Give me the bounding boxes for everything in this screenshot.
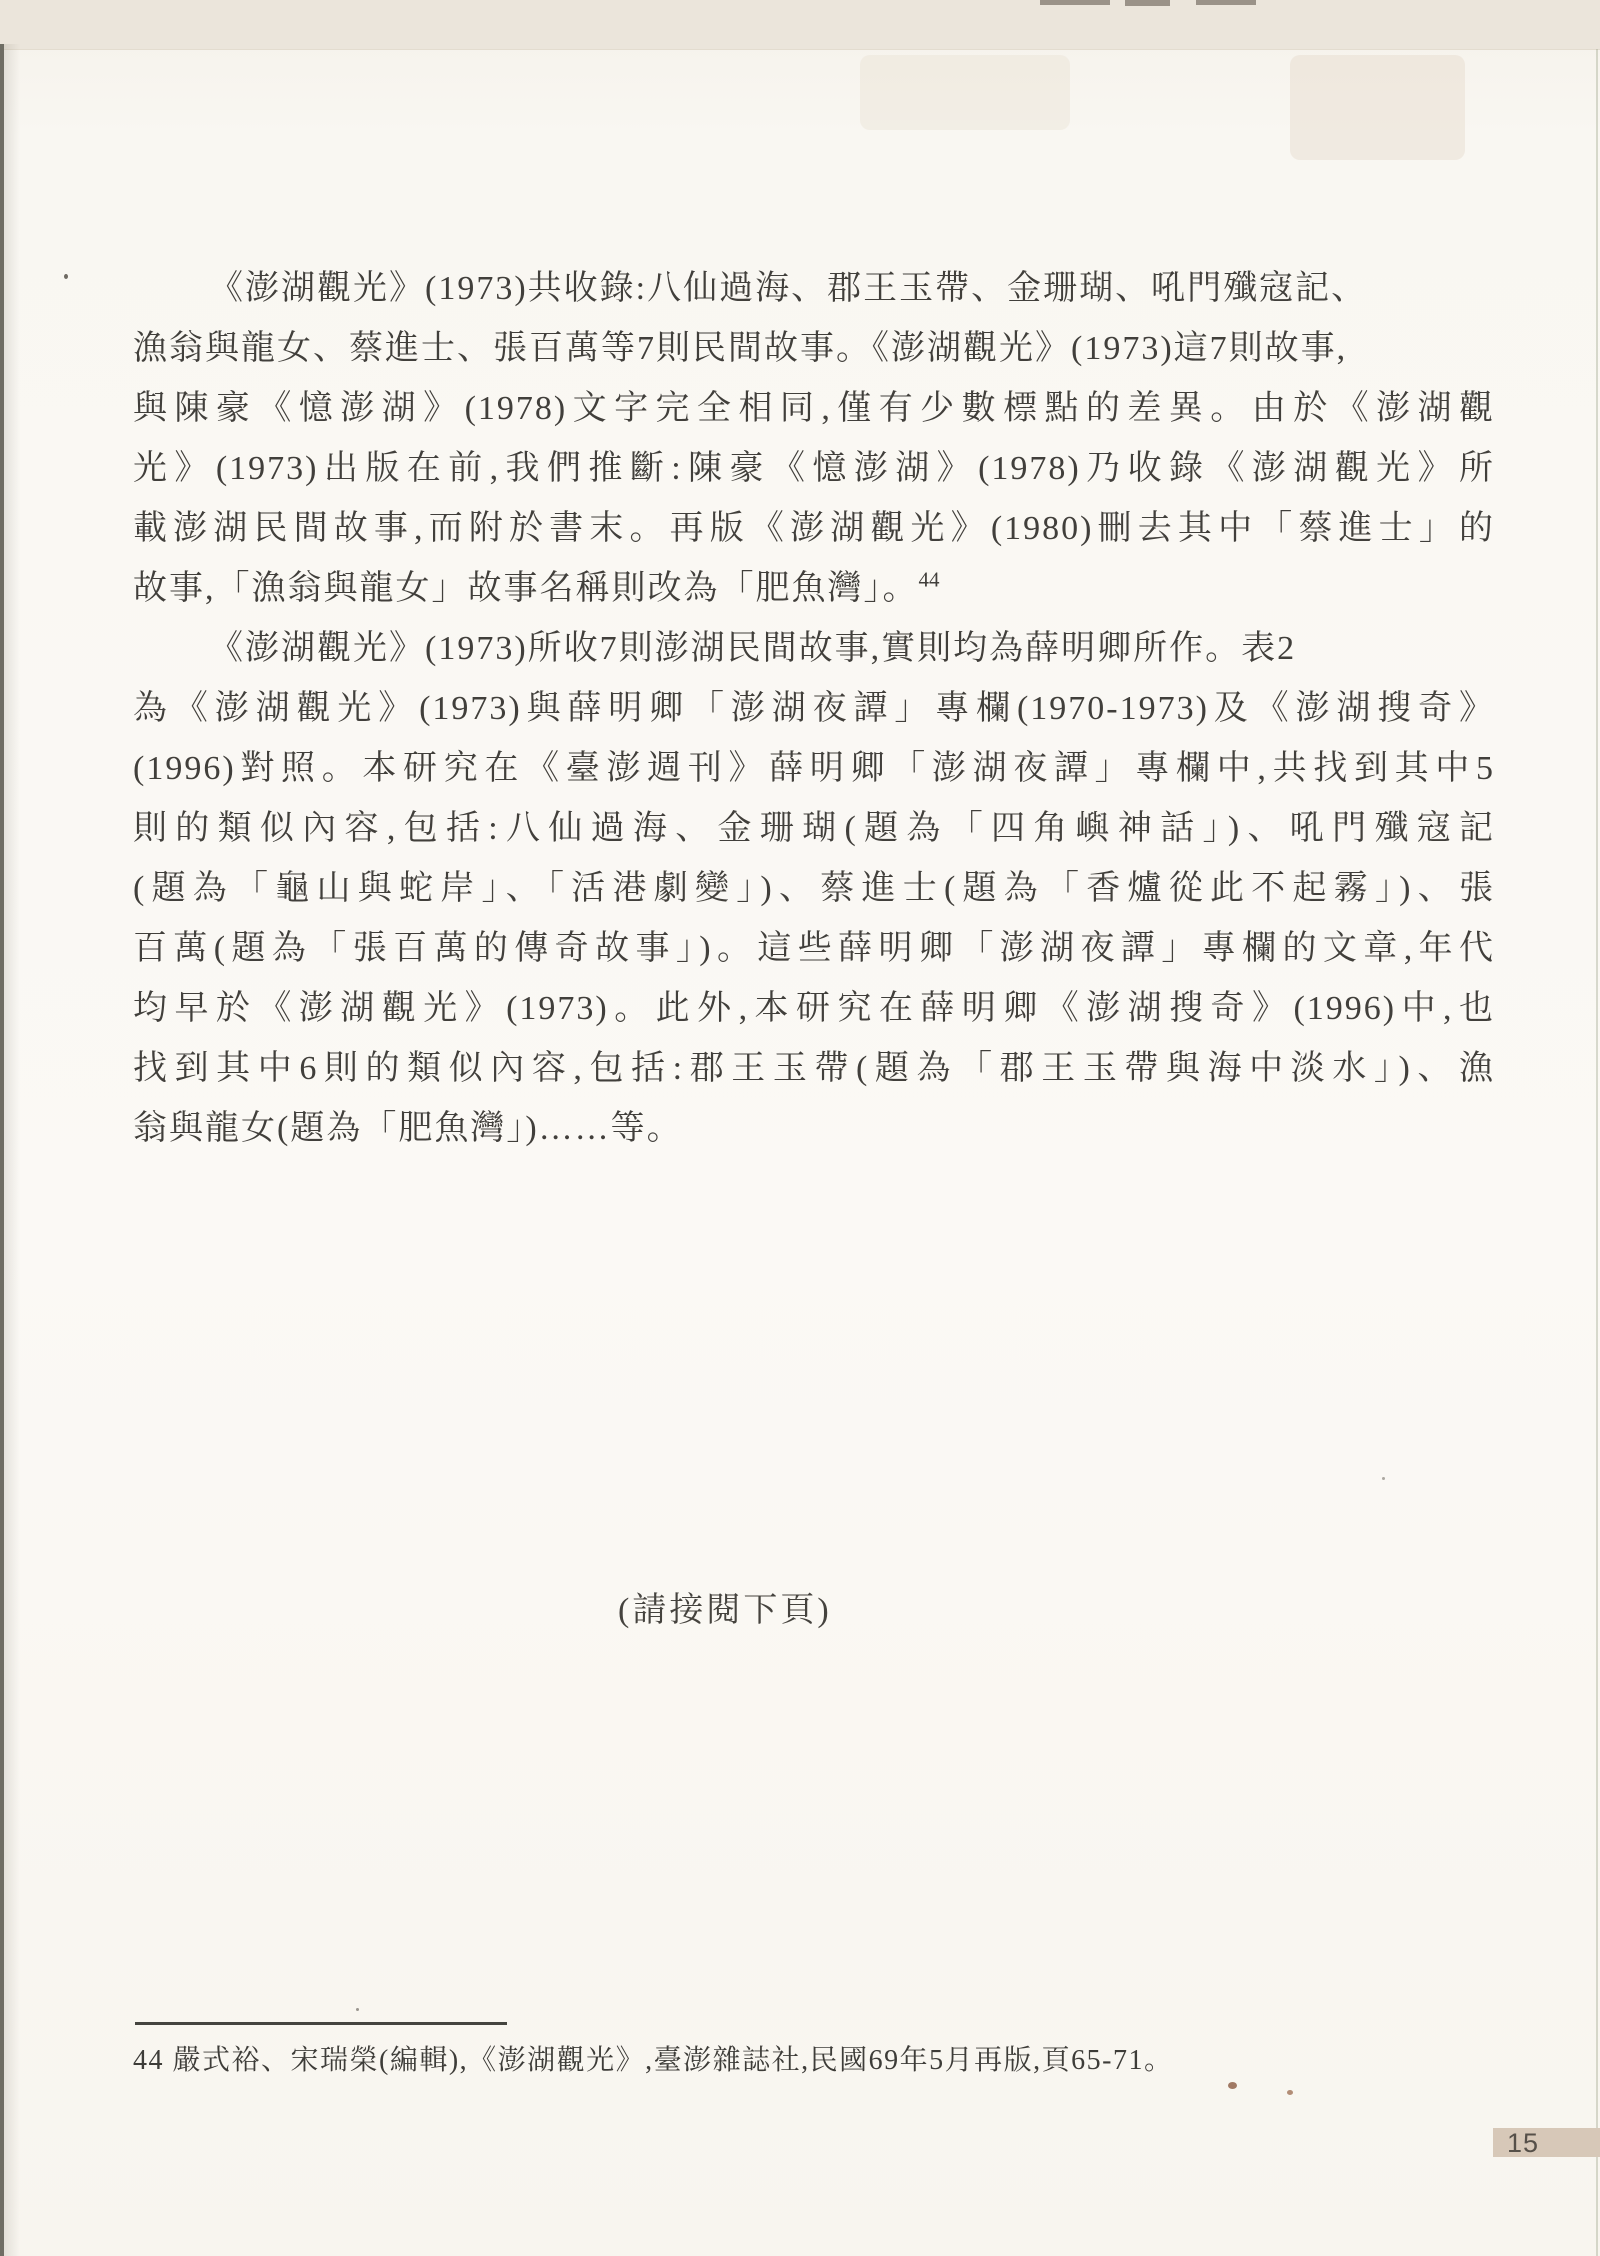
scan-speck — [1228, 2082, 1237, 2089]
scan-speck — [64, 274, 68, 279]
body-line: 光》(1973)出版在前,我們推斷:陳豪《憶澎湖》(1978)乃收錄《澎湖觀光》所 — [133, 450, 1495, 487]
body-line: (1996)對照。本研究在《臺澎週刊》薛明卿「澎湖夜譚」專欄中,共找到其中5 — [133, 750, 1495, 787]
body-line-text: 故事,「漁翁與龍女」故事名稱則改為「肥魚灣」。 — [133, 570, 919, 607]
body-line-with-footnote-ref — [133, 559, 1495, 619]
body-line: 與陳豪《憶澎湖》(1978)文字完全相同,僅有少數標點的差異。由於《澎湖觀 — [133, 390, 1495, 427]
body-line: 載澎湖民間故事,而附於書末。再版《澎湖觀光》(1980)刪去其中「蔡進士」的 — [133, 510, 1495, 547]
body-line: 百萬(題為「張百萬的傳奇故事」)。這些薛明卿「澎湖夜譚」專欄的文章,年代 — [133, 930, 1495, 967]
cutoff-text-smudge — [1125, 0, 1170, 6]
body-line: 均早於《澎湖觀光》(1973)。此外,本研究在薛明卿《澎湖搜奇》(1996)中,也 — [133, 990, 1495, 1027]
footnote-text: 44 嚴式裕、宋瑞榮(編輯),《澎湖觀光》,臺澎雜誌社,民國69年5月再版,頁65-71。 — [133, 2045, 1174, 2076]
body-text-block — [133, 259, 1495, 1159]
scan-speck — [1382, 1477, 1385, 1480]
body-line: 則的類似內容,包括:八仙過海、金珊瑚(題為「四角嶼神話」)、吼門殲寇記 — [133, 810, 1495, 847]
body-line: 為《澎湖觀光》(1973)與薛明卿「澎湖夜譚」專欄(1970-1973)及《澎湖搜奇》 — [133, 690, 1495, 727]
continuation-note: (請接閱下頁) — [618, 1592, 832, 1629]
scan-left-shadow — [4, 44, 20, 2256]
scan-speck — [1287, 2090, 1293, 2095]
body-line: 漁翁與龍女、蔡進士、張百萬等7則民間故事。《澎湖觀光》(1973)這7則故事, — [133, 330, 1348, 367]
scan-top-edge — [0, 0, 1600, 50]
body-line: 《澎湖觀光》(1973)共收錄:八仙過海、郡王玉帶、金珊瑚、吼門殲寇記、 — [209, 270, 1368, 307]
scan-right-edge-line — [1596, 49, 1598, 2256]
scan-speck — [356, 2008, 359, 2011]
paper-bleedthrough-patch — [1290, 55, 1465, 160]
paper-bleedthrough-patch — [860, 55, 1070, 130]
body-line: 翁與龍女(題為「肥魚灣」)……等。 — [133, 1110, 683, 1147]
cutoff-text-smudge — [1196, 0, 1256, 5]
cutoff-text-smudge — [1040, 0, 1110, 5]
page-number-badge — [1493, 2128, 1600, 2157]
footnote-reference-superscript: 44 — [918, 567, 940, 592]
footnote-divider-rule — [135, 2022, 507, 2025]
body-line: (題為「龜山與蛇岸」、「活港劇變」)、蔡進士(題為「香爐從此不起霧」)、張 — [133, 870, 1495, 907]
body-line: 找到其中6則的類似內容,包括:郡王玉帶(題為「郡王玉帶與海中淡水」)、漁 — [133, 1050, 1495, 1087]
page-number: 15 — [1507, 2128, 1540, 2158]
body-line: 《澎湖觀光》(1973)所收7則澎湖民間故事,實則均為薛明卿所作。表2 — [209, 630, 1297, 667]
